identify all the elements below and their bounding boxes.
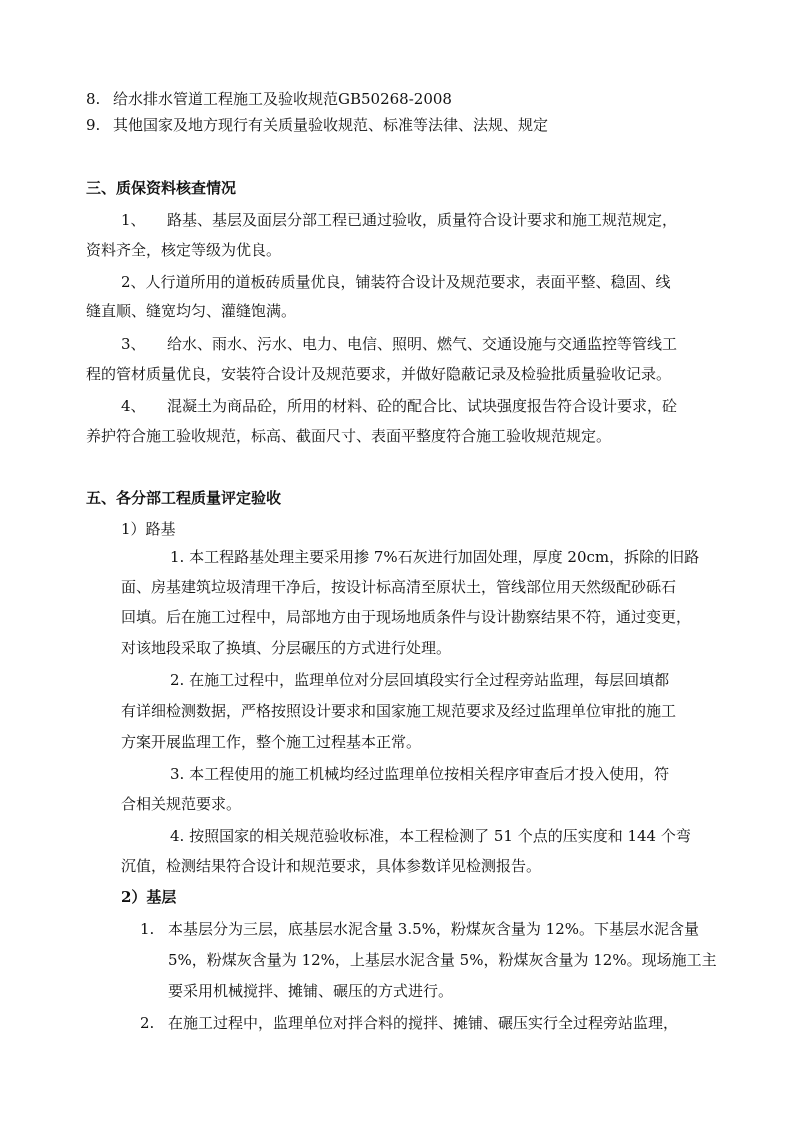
list-item-base-1 bbox=[140, 919, 699, 939]
paragraph-line: 沉值，检测结果符合设计和规范要求，具体参数详见检测报告。 bbox=[121, 857, 542, 875]
list-number: 1. bbox=[140, 920, 155, 938]
section-heading-quality-assessment: 五、各分部工程质量评定验收 bbox=[86, 489, 282, 507]
paragraph-line: 资料齐全，核定等级为优良。 bbox=[86, 241, 282, 259]
list-text: 本基层分为三层，底基层水泥含量 3.5%，粉煤灰含量为 12%。下基层水泥含量 bbox=[168, 920, 699, 938]
paragraph-line: 合相关规范要求。 bbox=[121, 795, 242, 813]
subsection-heading-base-course: 2）基层 bbox=[121, 888, 177, 906]
paragraph-text: 给水、雨水、污水、电力、电信、照明、燃气、交通设施与交通监控等管线工 bbox=[167, 335, 678, 353]
paragraph-line: 缝直顺、缝宽均匀、灌缝饱满。 bbox=[86, 302, 297, 320]
paragraph-text: 混凝土为商品砼，所用的材料、砼的配合比、试块强度报告符合设计要求，砼 bbox=[167, 397, 678, 415]
list-number: 2. bbox=[140, 1014, 155, 1032]
paragraph-line: 方案开展监理工作，整个施工过程基本正常。 bbox=[121, 733, 422, 751]
list-number: 8. bbox=[86, 90, 101, 108]
list-text: 在施工过程中，监理单位对拌合料的搅拌、摊铺、碾压实行全过程旁站监理， bbox=[168, 1014, 679, 1032]
paragraph-line: 面、房基建筑垃圾清理干净后，按设计标高清至原状土，管线部位用天然级配砂砾石 bbox=[121, 578, 677, 596]
paragraph-number: 1、 bbox=[121, 211, 146, 229]
list-item-base-2 bbox=[140, 1013, 678, 1033]
paragraph-number: 3、 bbox=[121, 335, 146, 353]
paragraph-line: 养护符合施工验收规范，标高、截面尺寸、表面平整度符合施工验收规范规定。 bbox=[86, 427, 612, 445]
subsection-heading-subgrade bbox=[121, 519, 176, 539]
subsection-title: 1）路基 bbox=[121, 520, 176, 538]
paragraph-line bbox=[121, 396, 677, 416]
paragraph-line: 4. 按照国家的相关规范验收标准，本工程检测了 51 个点的压实度和 144 个弯 bbox=[170, 827, 691, 845]
paragraph-line: 对该地段采取了换填、分层碾压的方式进行处理。 bbox=[121, 639, 452, 657]
paragraph-number: 4、 bbox=[121, 397, 146, 415]
list-text: 给水排水管道工程施工及验收规范GB50268-2008 bbox=[113, 90, 452, 108]
paragraph-line: 1. 本工程路基处理主要采用掺 7%石灰进行加固处理，厚度 20cm，拆除的旧路 bbox=[170, 548, 700, 566]
paragraph-text: 路基、基层及面层分部工程已通过验收，质量符合设计要求和施工规范规定， bbox=[167, 211, 678, 229]
paragraph-line bbox=[121, 334, 677, 354]
list-number: 9. bbox=[86, 116, 101, 134]
list-item-9 bbox=[86, 115, 548, 135]
paragraph-line: 5%，粉煤灰含量为 12%，上基层水泥含量 5%，粉煤灰含量为 12%。现场施工主 bbox=[168, 951, 717, 969]
list-item-8 bbox=[86, 89, 452, 109]
paragraph-line: 回填。后在施工过程中，局部地方由于现场地质条件与设计勘察结果不符，通过变更， bbox=[121, 608, 692, 626]
paragraph-line bbox=[121, 210, 677, 230]
paragraph-line: 有详细检测数据，严格按照设计要求和国家施工规范要求及经过监理单位审批的施工 bbox=[121, 702, 677, 720]
list-text: 其他国家及地方现行有关质量验收规范、标准等法律、法规、规定 bbox=[113, 116, 549, 134]
paragraph-line: 程的管材质量优良，安装符合设计及规范要求，并做好隐蔽记录及检验批质量验收记录。 bbox=[86, 365, 672, 383]
paragraph-line: 2、人行道所用的道板砖质量优良，铺装符合设计及规范要求，表面平整、稳固、线 bbox=[121, 273, 671, 291]
paragraph-line: 3. 本工程使用的施工机械均经过监理单位按相关程序审查后才投入使用，符 bbox=[170, 765, 670, 783]
paragraph-line: 要采用机械搅拌、摊铺、碾压的方式进行。 bbox=[168, 982, 454, 1000]
paragraph-line: 2. 在施工过程中，监理单位对分层回填段实行全过程旁站监理，每层回填都 bbox=[170, 671, 670, 689]
section-heading-quality-docs: 三、质保资料核查情况 bbox=[86, 179, 237, 197]
